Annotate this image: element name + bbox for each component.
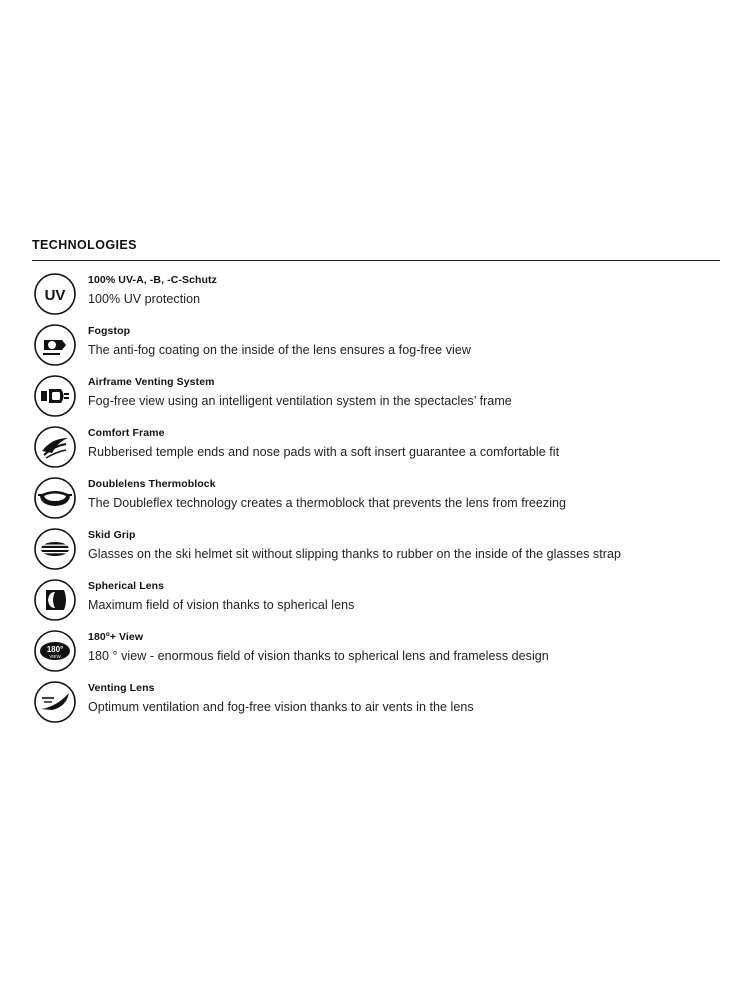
technology-name: Airframe Venting System — [88, 376, 215, 388]
technology-name: Fogstop — [88, 325, 131, 337]
technology-description: 100% UV protection — [88, 292, 201, 306]
list-item — [32, 627, 720, 675]
list-item — [32, 678, 720, 726]
technology-description: Glasses on the ski helmet sit without slipping thanks to rubber on the inside of the glasses strap — [88, 547, 621, 561]
list-item-text — [88, 576, 720, 615]
list-item — [32, 474, 720, 522]
technology-name: 180º+ View — [88, 631, 144, 643]
list-item-text — [88, 627, 720, 666]
list-item — [32, 423, 720, 471]
technology-name: Venting Lens — [88, 682, 155, 694]
technology-description: Maximum field of vision thanks to spherical lens — [88, 598, 355, 612]
list-item-text — [88, 474, 720, 513]
list-item-text — [88, 423, 720, 462]
list-item — [32, 270, 720, 318]
list-item — [32, 321, 720, 369]
technology-name: Comfort Frame — [88, 427, 165, 439]
comfort-frame-icon — [32, 424, 78, 470]
uv-protection-icon — [32, 271, 78, 317]
technology-name: Doublelens Thermoblock — [88, 478, 216, 490]
venting-lens-icon — [32, 679, 78, 725]
180-view-icon — [32, 628, 78, 674]
technology-description: The Doubleflex technology creates a thermoblock that prevents the lens from freezing — [88, 496, 567, 510]
list-item — [32, 576, 720, 624]
section-divider — [32, 260, 720, 261]
spherical-lens-icon — [32, 577, 78, 623]
technology-name: 100% UV-A, -B, -C-Schutz — [88, 274, 217, 286]
doublelens-thermoblock-icon — [32, 475, 78, 521]
list-item-text — [88, 321, 720, 360]
airframe-venting-system-icon — [32, 373, 78, 419]
list-item-text — [88, 525, 720, 564]
technology-description: Rubberised temple ends and nose pads with a soft insert guarantee a comfortable fit — [88, 445, 560, 459]
list-item — [32, 372, 720, 420]
technologies-section — [32, 238, 720, 729]
technology-description: 180 ° view - enormous field of vision thanks to spherical lens and frameless design — [88, 649, 549, 663]
technologies-list — [32, 270, 720, 726]
list-item-text — [88, 270, 720, 309]
technology-description: Optimum ventilation and fog-free vision thanks to air vents in the lens — [88, 700, 474, 714]
skid-grip-icon — [32, 526, 78, 572]
list-item-text — [88, 372, 720, 411]
technology-description: The anti-fog coating on the inside of the lens ensures a fog-free view — [88, 343, 471, 357]
technology-description: Fog-free view using an intelligent ventilation system in the spectacles’ frame — [88, 394, 512, 408]
fogstop-icon — [32, 322, 78, 368]
technology-name: Spherical Lens — [88, 580, 165, 592]
svg-text:UV: UV — [44, 287, 66, 304]
svg-text:VIEW: VIEW — [49, 654, 61, 659]
technology-name: Skid Grip — [88, 529, 136, 541]
svg-text:180°: 180° — [46, 645, 64, 654]
list-item — [32, 525, 720, 573]
section-title: TECHNOLOGIES — [32, 238, 137, 252]
list-item-text — [88, 678, 720, 717]
